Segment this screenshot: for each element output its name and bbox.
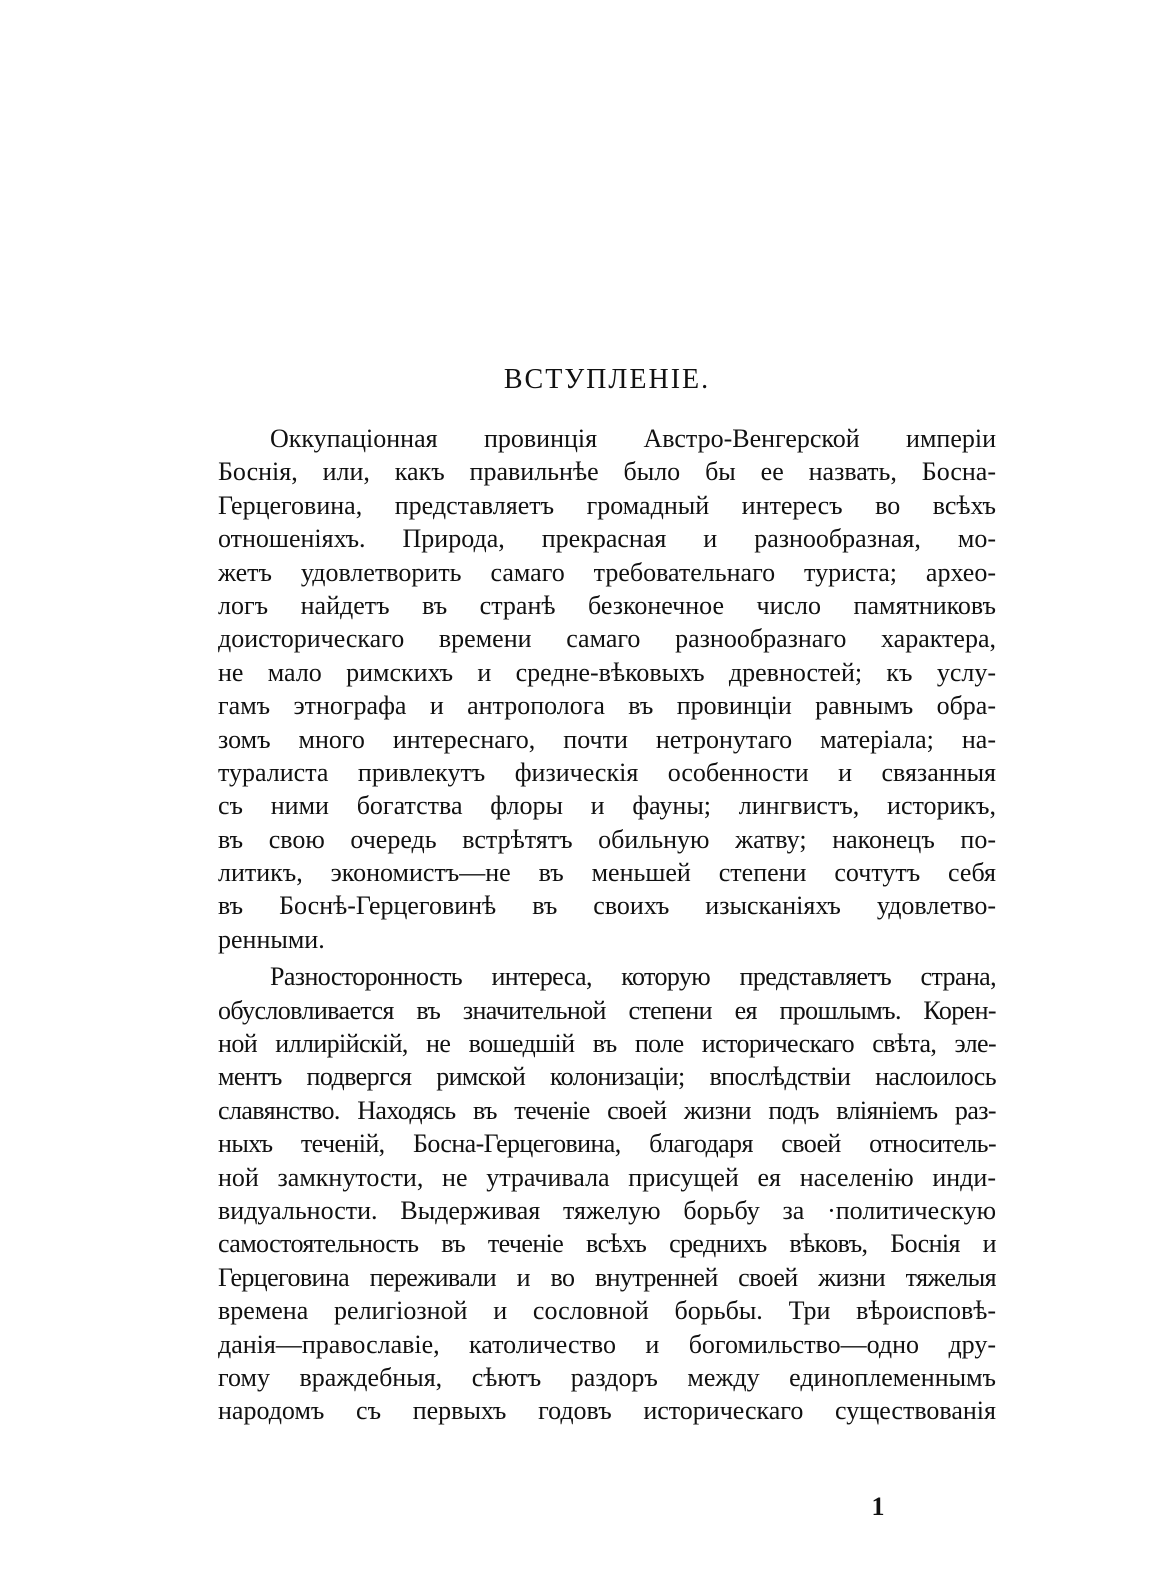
text-line: обусловливается въ значительной степени ея прошлымъ. Корен- — [218, 995, 996, 1025]
text-line: литикъ, экономистъ—не въ меньшей степени сочтутъ себя — [218, 858, 996, 888]
paragraph-2 — [218, 960, 996, 1427]
text-line: туралиста привлекутъ физическія особенности и связанныя — [218, 757, 996, 787]
text-line: жетъ удовлетворить самаго требовательнаго туриста; архео- — [218, 557, 996, 587]
text-line: Боснія, или, какъ правильнѣе было бы ее назвать, Босна- — [218, 457, 996, 487]
text-line: съ ними богатства флоры и фауны; лингвистъ, историкъ, — [218, 791, 996, 821]
text-line: видуальности. Выдерживая тяжелую борьбу за ·политическую — [218, 1195, 996, 1225]
text-line: народомъ съ первыхъ годовъ историческаго существованія — [218, 1396, 996, 1426]
text-line: ной замкнутости, не утрачивала присущей ея населенію инди- — [218, 1162, 996, 1192]
text-line: Герцеговина, представляетъ громадный интересъ во всѣхъ — [218, 490, 996, 520]
text-line: ной иллирійскій, не вошедшій въ поле историческаго свѣта, эле- — [218, 1029, 996, 1059]
text-line: славянство. Находясь въ теченіе своей жизни подъ вліяніемъ раз- — [218, 1095, 996, 1125]
text-line: ренными. — [218, 924, 325, 954]
text-line: самостоятельность въ теченіе всѣхъ среднихъ вѣковъ, Боснія и — [218, 1229, 996, 1259]
paragraph-1 — [218, 422, 996, 956]
text-line: Оккупаціонная провинція Австро-Венгерской имперіи — [270, 424, 996, 453]
text-line: Герцеговина переживали и во внутренней своей жизни тяжелыя — [218, 1262, 996, 1292]
text-line: ныхъ теченій, Босна-Герцеговина, благодаря своей относитель- — [218, 1129, 996, 1159]
text-line: отношеніяхъ. Природа, прекрасная и разнообразная, мо- — [218, 524, 996, 554]
text-line: гому враждебныя, сѣютъ раздоръ между единоплеменнымъ — [218, 1362, 996, 1392]
text-line: логъ найдетъ въ странѣ безконечное число памятниковъ — [218, 590, 996, 620]
text-line: не мало римскихъ и средне-вѣковыхъ древностей; къ услу- — [218, 657, 996, 687]
body-text — [218, 422, 996, 1428]
chapter-heading: ВСТУПЛЕНІЕ. — [503, 364, 711, 395]
text-line: времена религіозной и сословной борьбы. Три вѣроисповѣ- — [218, 1296, 996, 1326]
text-line: данія—православіе, католичество и богомильство—одно дру- — [218, 1329, 996, 1359]
text-line: Разносторонность интереса, которую представляетъ страна, — [270, 962, 996, 992]
text-line: зомъ много интереснаго, почти нетронутаго матеріала; на- — [218, 724, 996, 754]
page-number: 1 — [871, 1492, 885, 1521]
text-line: въ свою очередь встрѣтятъ обильную жатву; наконецъ по- — [218, 824, 996, 854]
text-line: въ Боснѣ-Герцеговинѣ въ своихъ изысканіяхъ удовлетво- — [218, 891, 996, 921]
text-line: ментъ подвергся римской колонизаціи; впослѣдствіи наслоилось — [218, 1062, 996, 1092]
text-line: гамъ этнографа и антрополога въ провинціи равнымъ обра- — [218, 691, 996, 721]
text-line: доисторическаго времени самаго разнообразнаго характера, — [218, 624, 996, 654]
